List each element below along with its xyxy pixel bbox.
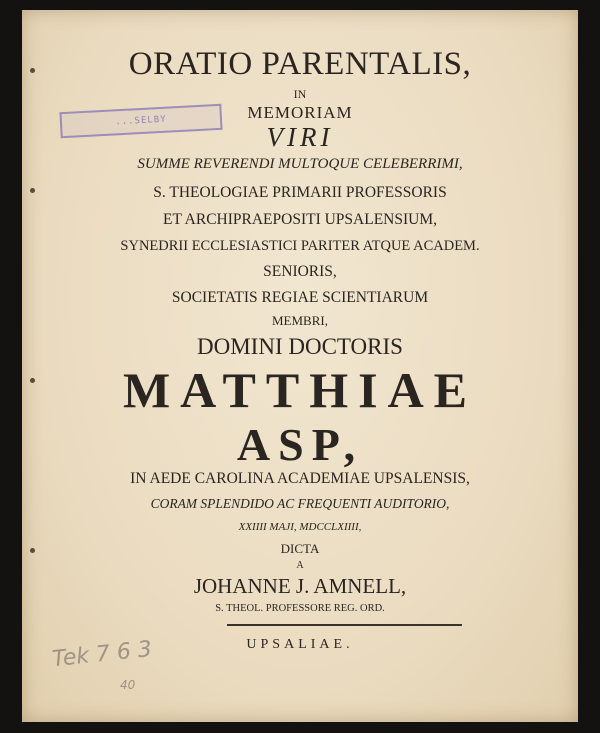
title-heading: ORATIO PARENTALIS, (128, 46, 472, 82)
author-line: JOHANNE J. AMNELL, (193, 574, 407, 598)
text-line: SOCIETATIS REGIAE SCIENTIARUM (171, 289, 429, 306)
text-line: DOMINI DOCTORIS (197, 334, 403, 359)
text-line: IN AEDE CAROLINA ACADEMIAE UPSALENSIS, (130, 470, 470, 487)
text-line: MEMBRI, (272, 313, 328, 328)
text-line: IN (293, 87, 307, 101)
text-line: SENIORIS, (263, 263, 337, 280)
text-line: S. THEOL. PROFESSORE REG. ORD. (215, 603, 385, 614)
text-line: SUMME REVERENDI MULTOQUE CELEBERRIMI, (137, 156, 463, 172)
text-line: CORAM SPLENDIDO AC FREQUENTI AUDITORIO, (150, 496, 450, 511)
text-line: S. THEOLOGIAE PRIMARII PROFESSORIS (153, 184, 447, 201)
pencil-note-2: 40 (120, 678, 136, 692)
name-line: ASP, (236, 419, 364, 470)
name-line: MATTHIAE (122, 362, 478, 418)
date-line: XXIIII MAJI, MDCCLXIIII, (238, 521, 362, 533)
text-line: VIRI (266, 122, 334, 152)
rule-divider (227, 624, 462, 626)
pencil-note: Tek 7 6 3 (50, 636, 154, 673)
library-stamp: ...SELBY (59, 104, 222, 138)
imprint: UPSALIAE. (246, 637, 354, 652)
text-line: ET ARCHIPRAEPOSITI UPSALENSIUM, (162, 211, 437, 228)
text-line: A (296, 560, 304, 571)
text-line: MEMORIAM (247, 103, 353, 122)
text-line: SYNEDRII ECCLESIASTICI PARITER ATQUE ACADEM. (120, 238, 480, 254)
text-line: DICTA (280, 541, 320, 556)
title-page (22, 10, 578, 722)
